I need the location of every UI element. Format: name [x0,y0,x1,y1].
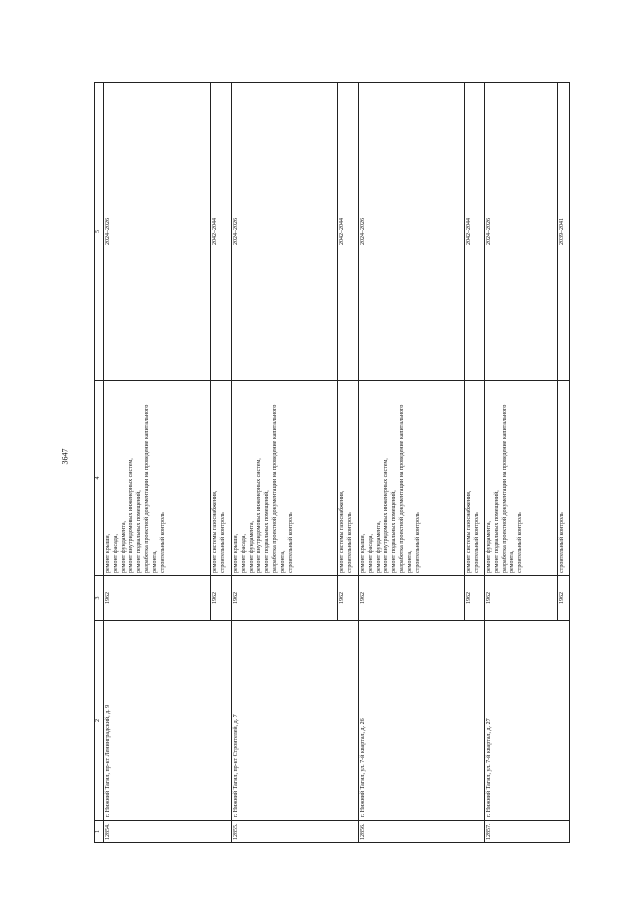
table-row [485,83,558,843]
build-year: 1962 [232,576,338,621]
document-sheet [94,83,565,843]
entry-number: 12857. [485,821,570,843]
entry-address: г. Нижний Тагил, ул. 7-й квартал, д. 27 [485,621,570,821]
column-header: 3 [95,576,104,621]
repair-period: 2039–2041 [558,83,570,381]
build-year: 1962 [465,576,485,621]
build-year: 1962 [558,576,570,621]
table-row [104,83,211,843]
build-year: 1962 [104,576,211,621]
repair-period: 2042–2044 [338,83,359,381]
column-header: 4 [95,381,104,576]
works-list: строительный контроль [558,381,570,576]
repair-schedule-table [94,82,570,843]
build-year: 1962 [359,576,465,621]
column-header: 5 [95,83,104,381]
entry-number: 12855. [232,821,359,843]
page-number: 3647 [60,448,70,465]
repair-period: 2042–2044 [465,83,485,381]
repair-period: 2024–2026 [232,83,338,381]
entry-address: г. Нижний Тагил, пр-кт Строителей, д. 7 [232,621,359,821]
works-list: ремонт системы газоснабжения, строительный контроль [211,381,232,576]
column-header: 1 [95,821,104,843]
entry-number: 12856. [359,821,485,843]
entry-address: г. Нижний Тагил, ул. 7-й квартал, д. 26 [359,621,485,821]
entry-number: 12854. [104,821,232,843]
repair-period: 2024–2026 [485,83,558,381]
build-year: 1962 [338,576,359,621]
works-list: ремонт системы газоснабжения, строительный контроль [465,381,485,576]
build-year: 1962 [211,576,232,621]
works-list: ремонт крыши, ремонт фасада, ремонт фундамента, ремонт внутридомовых инженерных систем, ремонт подвальных помещений, разработка проектной документации на проведение капитального ремонта, строительный контроль [232,381,338,576]
repair-period: 2042–2044 [211,83,232,381]
works-list: ремонт фундамента, ремонт подвальных помещений, разработка проектной документации на проведение капитального ремонта, строительный контроль [485,381,558,576]
table-row [359,83,465,843]
repair-period: 2024–2026 [104,83,211,381]
build-year: 1962 [485,576,558,621]
table-row [232,83,338,843]
entry-address: г. Нижний Тагил, пр-кт Ленинградский, д. 9 [104,621,232,821]
repair-period: 2024–2026 [359,83,465,381]
works-list: ремонт крыши, ремонт фасада, ремонт фундамента, ремонт внутридомовых инженерных систем, ремонт подвальных помещений, разработка проектной документации на проведение капитального ремонта, строительный контроль [104,381,211,576]
column-header: 2 [95,621,104,821]
works-list: ремонт системы газоснабжения, строительный контроль [338,381,359,576]
column-number-row [95,83,104,843]
works-list: ремонт крыши, ремонт фасада, ремонт фундамента, ремонт внутридомовых инженерных систем, ремонт подвальных помещений, разработка проектной документации на проведение капитального ремонта, строительный контроль [359,381,465,576]
